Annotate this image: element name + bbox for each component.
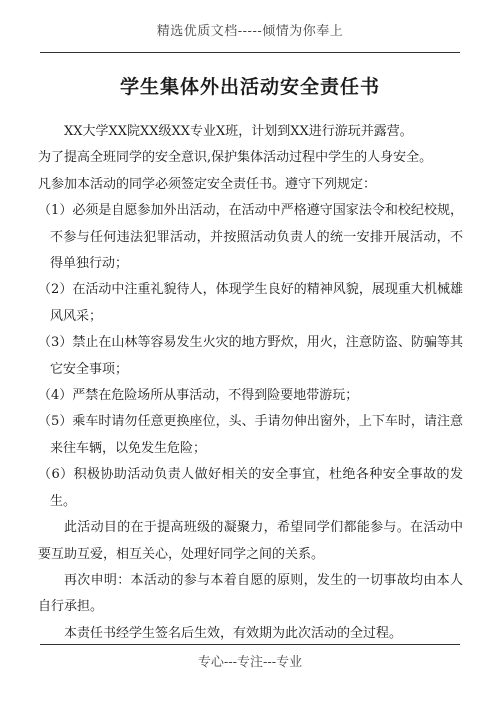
closing-paragraph-1: 此活动目的在于提高班级的凝聚力，希望同学们都能参与。在活动中要互助互爱，相互关心，处理好同学之间的关系。 [38,520,463,562]
rule-item-4: （4）严禁在危险场所从事活动，不得到险要地带游玩； [38,388,359,404]
rule-item-2: （2）在活动中注重礼貌待人，体现学生良好的精神风貌，展现重大机械雄风风采； [38,282,463,324]
closing-paragraph-2: 再次申明：本活动的参与本着自愿的原则，发生的一切事故均由本人自行承担。 [38,572,463,615]
intro-line-1: XX大学XX院XX级XX专业X班，计划到XX进行游玩并露营。 [64,124,413,139]
closing-paragraph-3: 本责任书经学生签名后生效，有效期为此次活动的全过程。 [64,625,403,641]
footer-divider [40,644,460,645]
intro-line-3: 凡参加本活动的同学必须签定安全责任书。遵守下列规定： [38,176,377,192]
rule-item-1: （1）必须是自愿参加外出活动，在活动中严格遵守国家法令和校纪校规，不参与任何违法犯罪活动，并按照活动负责人的统一安排开展活动，不得单独行动； [38,203,463,272]
rule-item-3: （3）禁止在山林等容易发生火灾的地方野炊，用火，注意防盗、防骗等其它安全事项； [38,335,463,377]
document-title: 学生集体外出活动安全责任书 [119,76,380,98]
page-footer: 专心---专注---专业 [197,655,303,670]
header-divider [40,52,460,53]
page-header: 精选优质文档-----倾情为你奉上 [156,24,344,39]
intro-line-2: 为了提高全班同学的安全意识,保护集体活动过程中学生的人身安全。 [38,150,433,166]
rule-item-6: （6）积极协助活动负责人做好相关的安全事宜，杜绝各种安全事故的发生。 [38,467,463,509]
document-body [38,119,463,647]
rule-item-5: （5）乘车时请勿任意更换座位，头、手请勿伸出窗外，上下车时，请注意来往车辆，以免发生危险； [38,414,463,456]
